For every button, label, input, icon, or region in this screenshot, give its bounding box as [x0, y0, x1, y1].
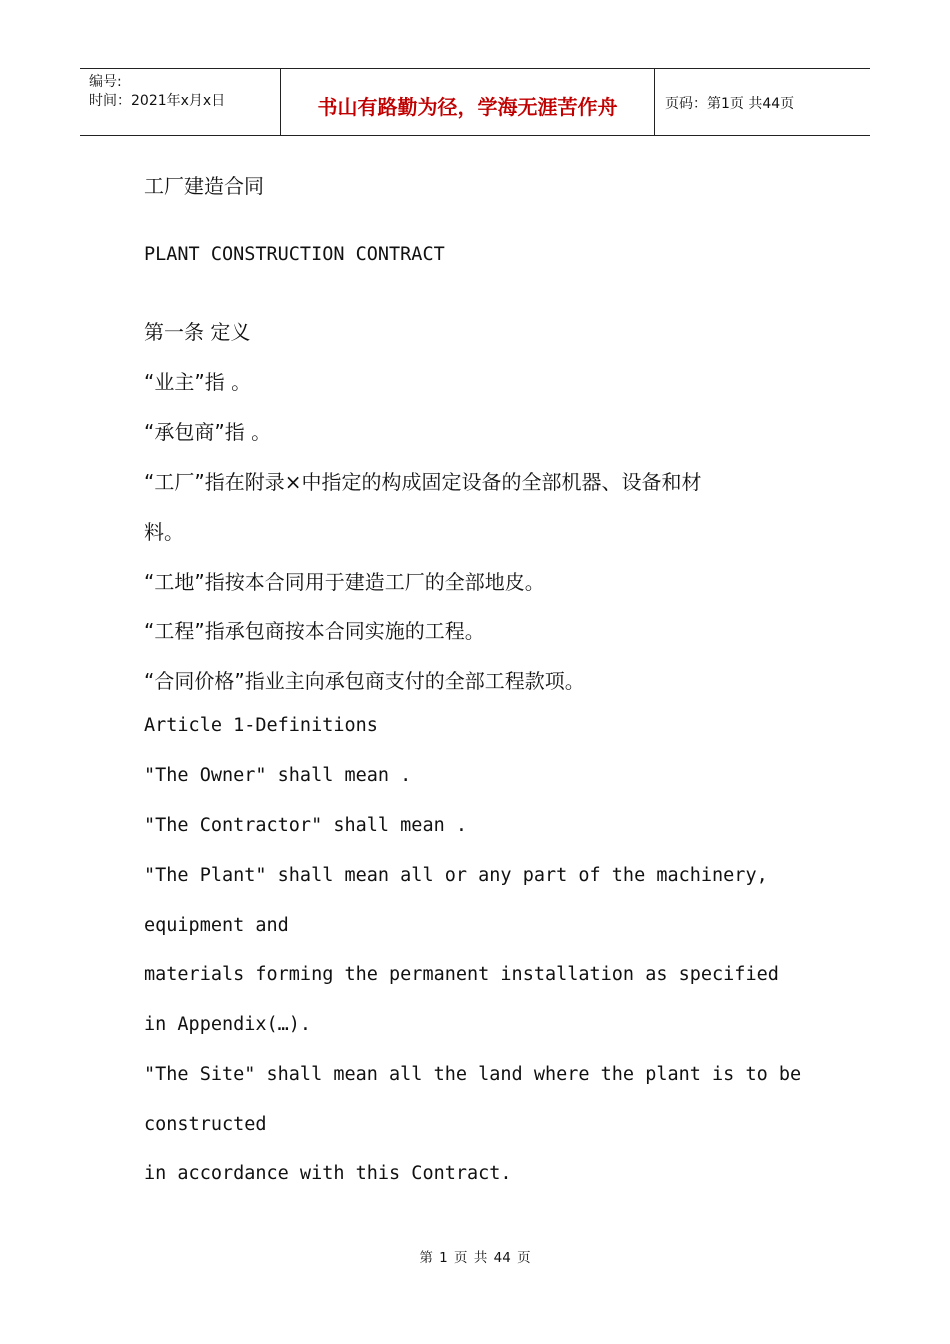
document-title-zh: 工厂建造合同 [144, 174, 264, 198]
paragraph-line: materials forming the permanent installation as specified [144, 964, 779, 985]
paragraph-line: “工程”指承包商按本合同实施的工程。 [144, 619, 485, 643]
page-footer [0, 1246, 950, 1266]
article-heading-en: Article 1-Definitions [144, 715, 378, 736]
paragraph-line: "The Plant" shall mean all or any part of the machinery, [144, 865, 768, 886]
header-meta-cell [80, 69, 281, 135]
paragraph-line: “合同价格”指业主向承包商支付的全部工程款项。 [144, 669, 585, 693]
paragraph-line: “工地”指按本合同用于建造工厂的全部地皮。 [144, 570, 545, 594]
paragraph-line: equipment and [144, 915, 289, 936]
footer-page-number: 第 1 页 共 44 页 [419, 1250, 531, 1266]
paragraph-line: in accordance with this Contract. [144, 1163, 512, 1184]
serial-number-label: 编号: [89, 74, 122, 90]
paragraph-line: “承包商”指 。 [144, 420, 272, 444]
paragraph-line: “业主”指 。 [144, 370, 252, 394]
motto-text: 书山有路勤为径，学海无涯苦作舟 [317, 94, 618, 119]
header-motto-cell [281, 69, 655, 135]
article-heading-zh: 第一条 定义 [144, 320, 251, 344]
paragraph-line: “工厂”指在附录×中指定的构成固定设备的全部机器、设备和材 [144, 470, 702, 494]
page-header [80, 68, 870, 136]
paragraph-line: in Appendix(…). [144, 1014, 312, 1035]
page-info-text: 页码：第1页 共44页 [665, 96, 795, 112]
paragraph-line: "The Contractor" shall mean . [144, 815, 468, 836]
paragraph-line: constructed [144, 1114, 267, 1135]
paragraph-line: "The Owner" shall mean . [144, 765, 412, 786]
header-page-cell [655, 69, 870, 135]
paragraph-line: "The Site" shall mean all the land where the plant is to be [144, 1064, 802, 1085]
document-title-en: PLANT CONSTRUCTION CONTRACT [144, 244, 445, 265]
date-label: 时间：2021年x月x日 [89, 93, 226, 109]
paragraph-line: 料。 [144, 520, 184, 544]
